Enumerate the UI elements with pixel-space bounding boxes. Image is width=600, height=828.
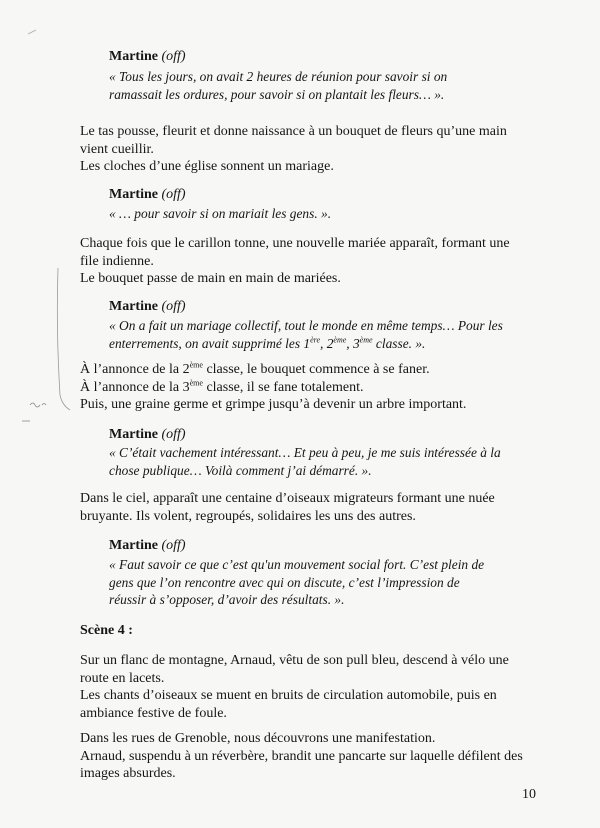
page-number: 10 <box>522 787 536 802</box>
dialogue: « Faut savoir ce que c’est qu'un mouvement social fort. C’est plein de gens que l’on rencontre avec qui on discute, c’est l’impression de réussir à s’opposer, d’avoir des résultats. ». <box>109 557 485 607</box>
dialogue: « … pour savoir si on mariait les gens. ». <box>109 206 332 221</box>
speaker-label: Martine (off) <box>109 49 186 64</box>
speaker-label: Martine (off) <box>109 427 186 442</box>
action-paragraph: Dans les rues de Grenoble, nous découvrons une manifestation. Arnaud, suspendu à un réverbère, brandit une pancarte sur laquelle défilent des images absurdes. <box>80 731 523 781</box>
corner-mark <box>28 30 36 34</box>
speaker-label: Martine (off) <box>109 538 186 553</box>
scene-heading: Scène 4 : <box>80 623 133 638</box>
margin-bracket-line <box>57 268 70 410</box>
action-paragraph: Sur un flanc de montagne, Arnaud, vêtu de son pull bleu, descend à vélo une route en lacets. Les chants d’oiseaux se muent en bruits de circulation automobile, puis en ambiance festive de foule. <box>80 653 509 721</box>
action-paragraph: Dans le ciel, apparaît une centaine d’oiseaux migrateurs formant une nuée bruyante. Ils volent, regroupés, solidaires les uns des autres. <box>80 491 495 524</box>
dialogue: « On a fait un mariage collectif, tout le monde en même temps… Pour les enterrements, on avait supprimé les 1ère, 2ème, 3ème classe. ». <box>109 318 503 351</box>
action-paragraph: À l’annonce de la 2ème classe, le bouquet commence à se faner. À l’annonce de la 3ème classe, il se fane totalement. Puis, une graine germe et grimpe jusqu’à devenir un arbre important. <box>80 360 467 412</box>
speaker-label: Martine (off) <box>109 187 186 202</box>
action-paragraph: Le tas pousse, fleurit et donne naissance à un bouquet de fleurs qu’une main vient cueillir. Les cloches d’une église sonnent un mariage. <box>80 124 507 174</box>
dialogue: « C’était vachement intéressant… Et peu à peu, je me suis intéressée à la chose publique… Voilà comment j’ai démarré. ». <box>109 445 501 478</box>
action-paragraph: Chaque fois que le carillon tonne, une nouvelle mariée apparaît, formant une file indienne. Le bouquet passe de main en main de mariées. <box>80 236 510 286</box>
margin-scribble <box>30 403 46 407</box>
dialogue: « Tous les jours, on avait 2 heures de réunion pour savoir si on ramassait les ordures, pour savoir si on plantait les fleurs… ». <box>109 69 448 102</box>
speaker-label: Martine (off) <box>109 299 186 314</box>
